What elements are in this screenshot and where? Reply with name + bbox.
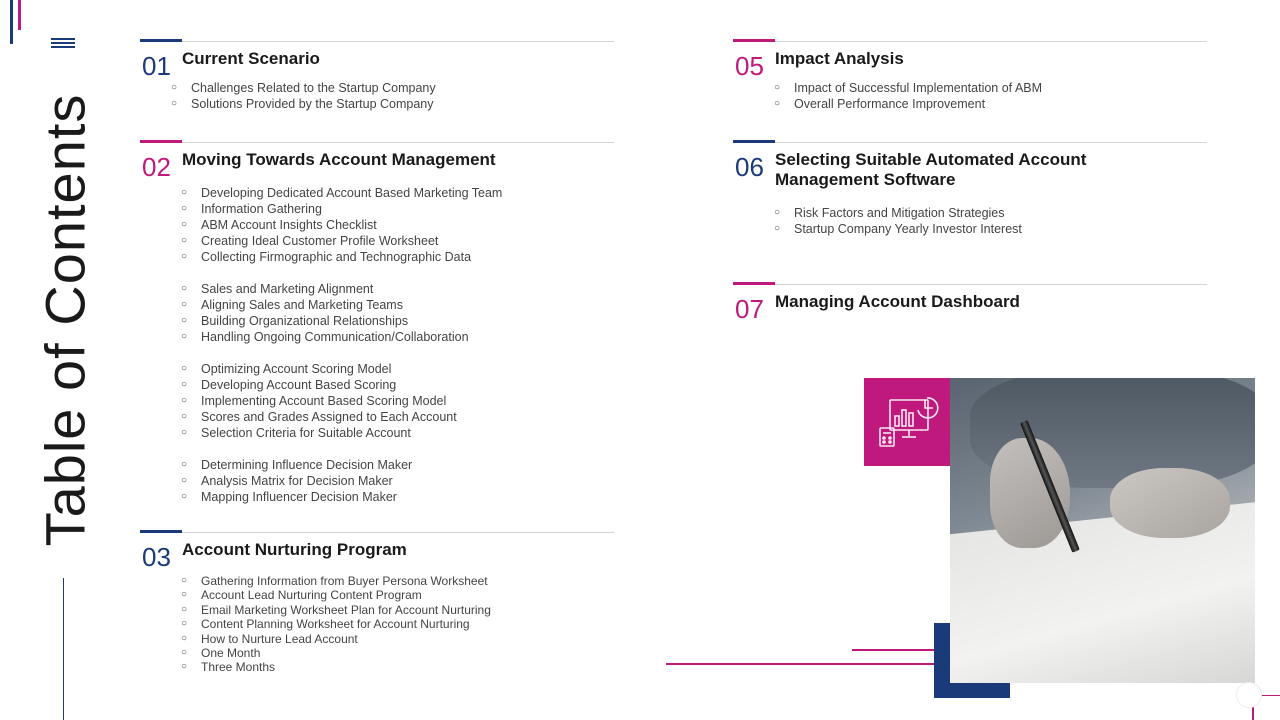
section-heading: Selecting Suitable Automated Account Management Software bbox=[775, 150, 1087, 189]
list-item: ○ Selection Criteria for Suitable Account bbox=[181, 425, 502, 441]
list-item: ○ Solutions Provided by the Startup Company bbox=[171, 96, 436, 112]
list-item: ○ Creating Ideal Customer Profile Worksheet bbox=[181, 233, 502, 249]
section-heading: Managing Account Dashboard bbox=[775, 292, 1020, 311]
section-number: 06 bbox=[735, 152, 764, 182]
list-item: ○ Overall Performance Improvement bbox=[774, 96, 1042, 112]
list-item: ○ Mapping Influencer Decision Maker bbox=[181, 489, 502, 505]
section-items bbox=[171, 80, 436, 112]
list-item: ○ Analysis Matrix for Decision Maker bbox=[181, 473, 502, 489]
section-number: 07 bbox=[735, 294, 764, 324]
section-number: 02 bbox=[142, 152, 171, 182]
list-item: ○ Three Months bbox=[181, 660, 491, 674]
writing-hand-photo bbox=[950, 378, 1255, 683]
menu-icon[interactable] bbox=[51, 38, 75, 50]
section-heading: Moving Towards Account Management bbox=[182, 150, 496, 169]
decorative-line bbox=[666, 663, 950, 665]
dashboard-analytics-icon bbox=[864, 378, 950, 466]
section-tab bbox=[140, 140, 182, 143]
list-item: ○ Aligning Sales and Marketing Teams bbox=[181, 297, 502, 313]
decorative-circle bbox=[1236, 682, 1262, 708]
left-accent-bar-pink bbox=[18, 0, 21, 30]
list-item: ○ Email Marketing Worksheet Plan for Account Nurturing bbox=[181, 603, 491, 617]
section-heading: Impact Analysis bbox=[775, 49, 904, 68]
section-tab bbox=[140, 530, 182, 533]
list-item: ○ How to Nurture Lead Account bbox=[181, 632, 491, 646]
list-item: ○ ABM Account Insights Checklist bbox=[181, 217, 502, 233]
section-number: 05 bbox=[735, 51, 764, 81]
list-item: ○ Building Organizational Relationships bbox=[181, 313, 502, 329]
list-item: ○ Developing Account Based Scoring bbox=[181, 377, 502, 393]
section-tab bbox=[733, 282, 775, 285]
section-divider bbox=[140, 142, 614, 143]
section-divider bbox=[140, 532, 614, 533]
section-items bbox=[181, 574, 491, 675]
section-divider bbox=[733, 142, 1207, 143]
section-number: 01 bbox=[142, 51, 171, 81]
section-tab bbox=[733, 140, 775, 143]
list-item: ○ Collecting Firmographic and Technographic Data bbox=[181, 249, 502, 265]
list-item: ○ Optimizing Account Scoring Model bbox=[181, 361, 502, 377]
list-item: ○ Content Planning Worksheet for Account Nurturing bbox=[181, 617, 491, 631]
list-item: ○ Determining Influence Decision Maker bbox=[181, 457, 502, 473]
list-item: ○ Gathering Information from Buyer Persona Worksheet bbox=[181, 574, 491, 588]
list-item: ○ Risk Factors and Mitigation Strategies bbox=[774, 205, 1022, 221]
page-title: Table of Contents bbox=[33, 93, 97, 547]
section-divider bbox=[733, 284, 1207, 285]
section-divider bbox=[733, 41, 1207, 42]
list-item: ○ Handling Ongoing Communication/Collaboration bbox=[181, 329, 502, 345]
section-divider bbox=[140, 41, 614, 42]
list-item: ○ Startup Company Yearly Investor Interest bbox=[774, 221, 1022, 237]
title-divider-line bbox=[63, 578, 64, 720]
section-number: 03 bbox=[142, 542, 171, 572]
section-items bbox=[181, 185, 502, 505]
list-item: ○ Sales and Marketing Alignment bbox=[181, 281, 502, 297]
section-tab bbox=[140, 39, 182, 42]
list-item: ○ Scores and Grades Assigned to Each Account bbox=[181, 409, 502, 425]
left-accent-bar bbox=[10, 0, 13, 44]
icon-tile bbox=[864, 378, 950, 466]
section-tab bbox=[733, 39, 775, 42]
list-item: ○ One Month bbox=[181, 646, 491, 660]
section-items bbox=[774, 80, 1042, 112]
section-heading: Current Scenario bbox=[182, 49, 320, 68]
list-item: ○ Challenges Related to the Startup Company bbox=[171, 80, 436, 96]
page-title-wrapper bbox=[20, 60, 110, 580]
section-heading: Account Nurturing Program bbox=[182, 540, 407, 559]
list-item: ○ Implementing Account Based Scoring Model bbox=[181, 393, 502, 409]
list-item: ○ Information Gathering bbox=[181, 201, 502, 217]
section-items bbox=[774, 205, 1022, 237]
list-item: ○ Impact of Successful Implementation of ABM bbox=[774, 80, 1042, 96]
list-item: ○ Developing Dedicated Account Based Marketing Team bbox=[181, 185, 502, 201]
list-item: ○ Account Lead Nurturing Content Program bbox=[181, 588, 491, 602]
